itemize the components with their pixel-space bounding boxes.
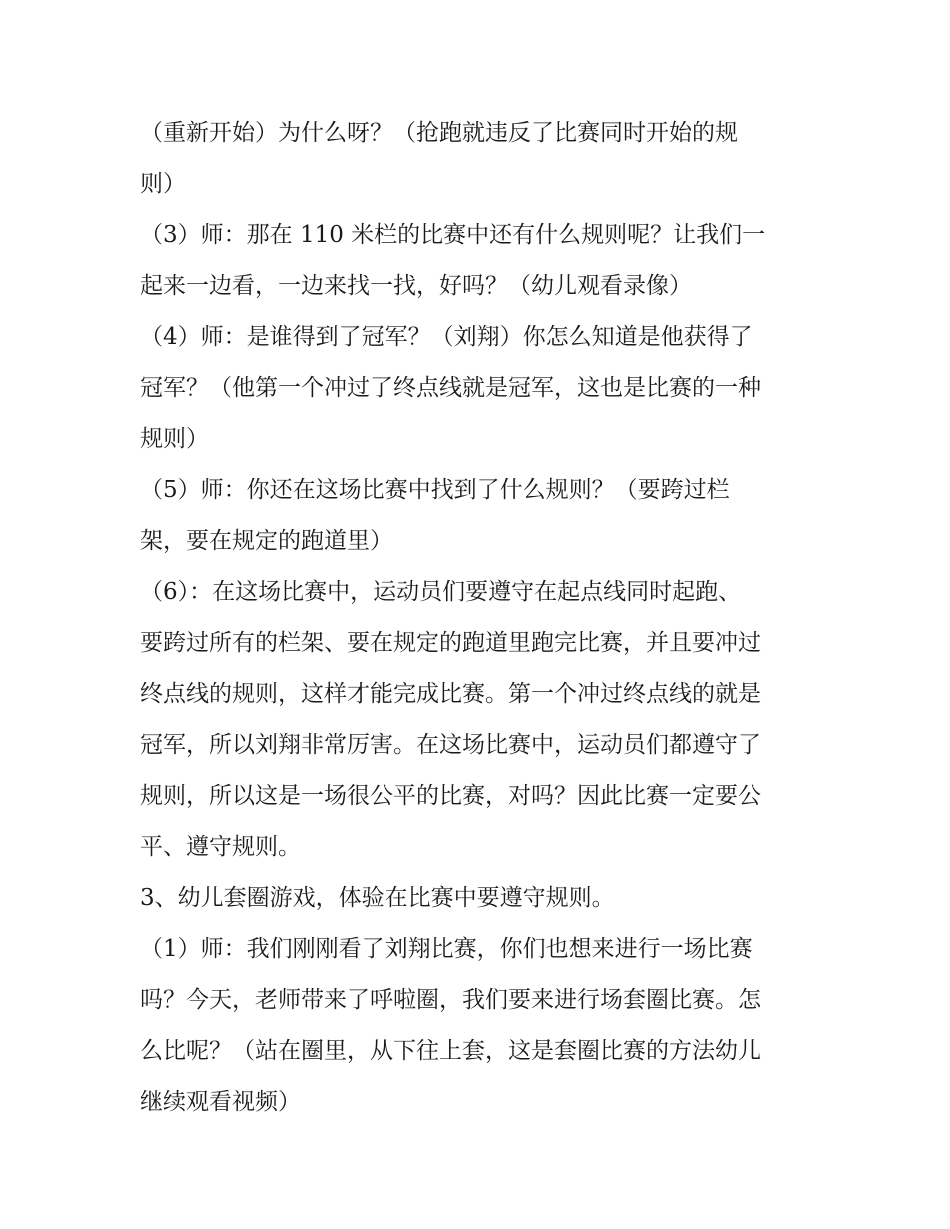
text-line: 平、遵守规则。: [140, 834, 301, 860]
text-line: （4）师：是谁得到了冠军？（刘翔）你怎么知道是他获得了: [140, 324, 753, 350]
text-line: 冠军，所以刘翔非常厉害。在这场比赛中，运动员们都遵守了: [140, 732, 761, 758]
text-line: 起来一边看，一边来找一找，好吗？（幼儿观看录像）: [140, 273, 692, 299]
section-heading: 3、幼儿套圈游戏，体验在比赛中要遵守规则。: [140, 885, 615, 911]
text-line: 吗？今天，老师带来了呼啦圈，我们要来进行场套圈比赛。怎: [140, 987, 761, 1013]
text-line: （6）：在这场比赛中，运动员们要遵守在起点线同时起跑、: [140, 579, 742, 605]
text-line: 终点线的规则，这样才能完成比赛。第一个冲过终点线的就是: [140, 681, 761, 707]
text-line: 要跨过所有的栏架、要在规定的跑道里跑完比赛，并且要冲过: [140, 630, 761, 656]
text-line: （5）师：你还在这场比赛中找到了什么规则？（要跨过栏: [140, 477, 730, 503]
text-line: 冠军？（他第一个冲过了终点线就是冠军，这也是比赛的一种: [140, 375, 761, 401]
text-line: （重新开始）为什么呀？（抢跑就违反了比赛同时开始的规: [140, 120, 738, 146]
text-line: （1）师：我们刚刚看了刘翔比赛，你们也想来进行一场比赛: [140, 936, 753, 962]
document-body: [140, 108, 820, 1128]
text-line: 则）: [140, 171, 186, 197]
text-line: （3）师：那在 110 米栏的比赛中还有什么规则呢？让我们一: [140, 222, 766, 248]
text-line: 么比呢？（站在圈里，从下往上套，这是套圈比赛的方法幼儿: [140, 1038, 761, 1064]
text-line: 架，要在规定的跑道里）: [140, 528, 393, 554]
text-line: 规则）: [140, 426, 209, 452]
text-line: 继续观看视频）: [140, 1089, 301, 1115]
text-line: 规则，所以这是一场很公平的比赛，对吗？因此比赛一定要公: [140, 783, 761, 809]
